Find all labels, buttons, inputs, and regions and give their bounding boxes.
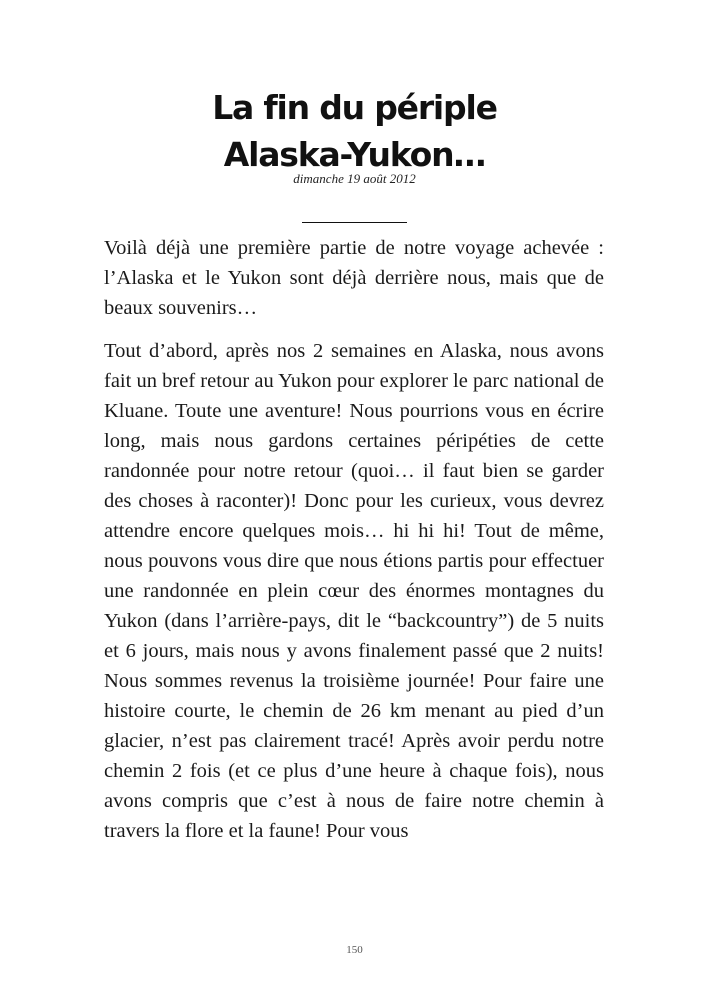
page-number: 150 <box>346 944 363 956</box>
body-paragraph-1: Voilà déjà une première partie de notre voyage achevée : l’Alaska et le Yukon sont déjà derrière nous, mais que de beaux souvenirs… <box>104 237 604 319</box>
article-title-line-1: La fin du périple <box>212 88 497 127</box>
body-paragraph-2: Tout d’abord, après nos 2 semaines en Alaska, nous avons fait un bref retour au Yukon pour explorer le parc national de Kluane. Toute une aventure! Nous pourrions vous en écrire long, mais nous gardons certaines péripéties de cette randonnée pour notre retour (quoi… il faut bien se garder des choses à raconter)! Donc pour les curieux, vous devrez attendre encore quelques mois… hi hi hi! Tout de même, nous pouvons vous dire que nous étions partis pour effectuer une randonnée en plein cœur des énormes montagnes du Yukon (dans l’arrière-pays, dit le “backcountry”) de 5 nuits et 6 jours, mais nous y avons finalement passé que 2 nuits! Nous sommes revenus la troisième journée! Pour faire une histoire courte, le chemin de 26 km menant au pied d’un glacier, n’est pas clairement tracé! Après avoir perdu notre chemin 2 fois (et ce plus d’une heure à chaque fois), nous avons compris que c’est à nous de faire notre chemin à travers la flore et la faune! Pour vous <box>104 340 604 842</box>
article-title-line-2: Alaska-Yukon… <box>223 135 486 174</box>
article-body <box>104 233 604 859</box>
article-date: dimanche 19 août 2012 <box>293 171 416 186</box>
title-divider <box>302 222 407 223</box>
article-title <box>0 84 709 178</box>
